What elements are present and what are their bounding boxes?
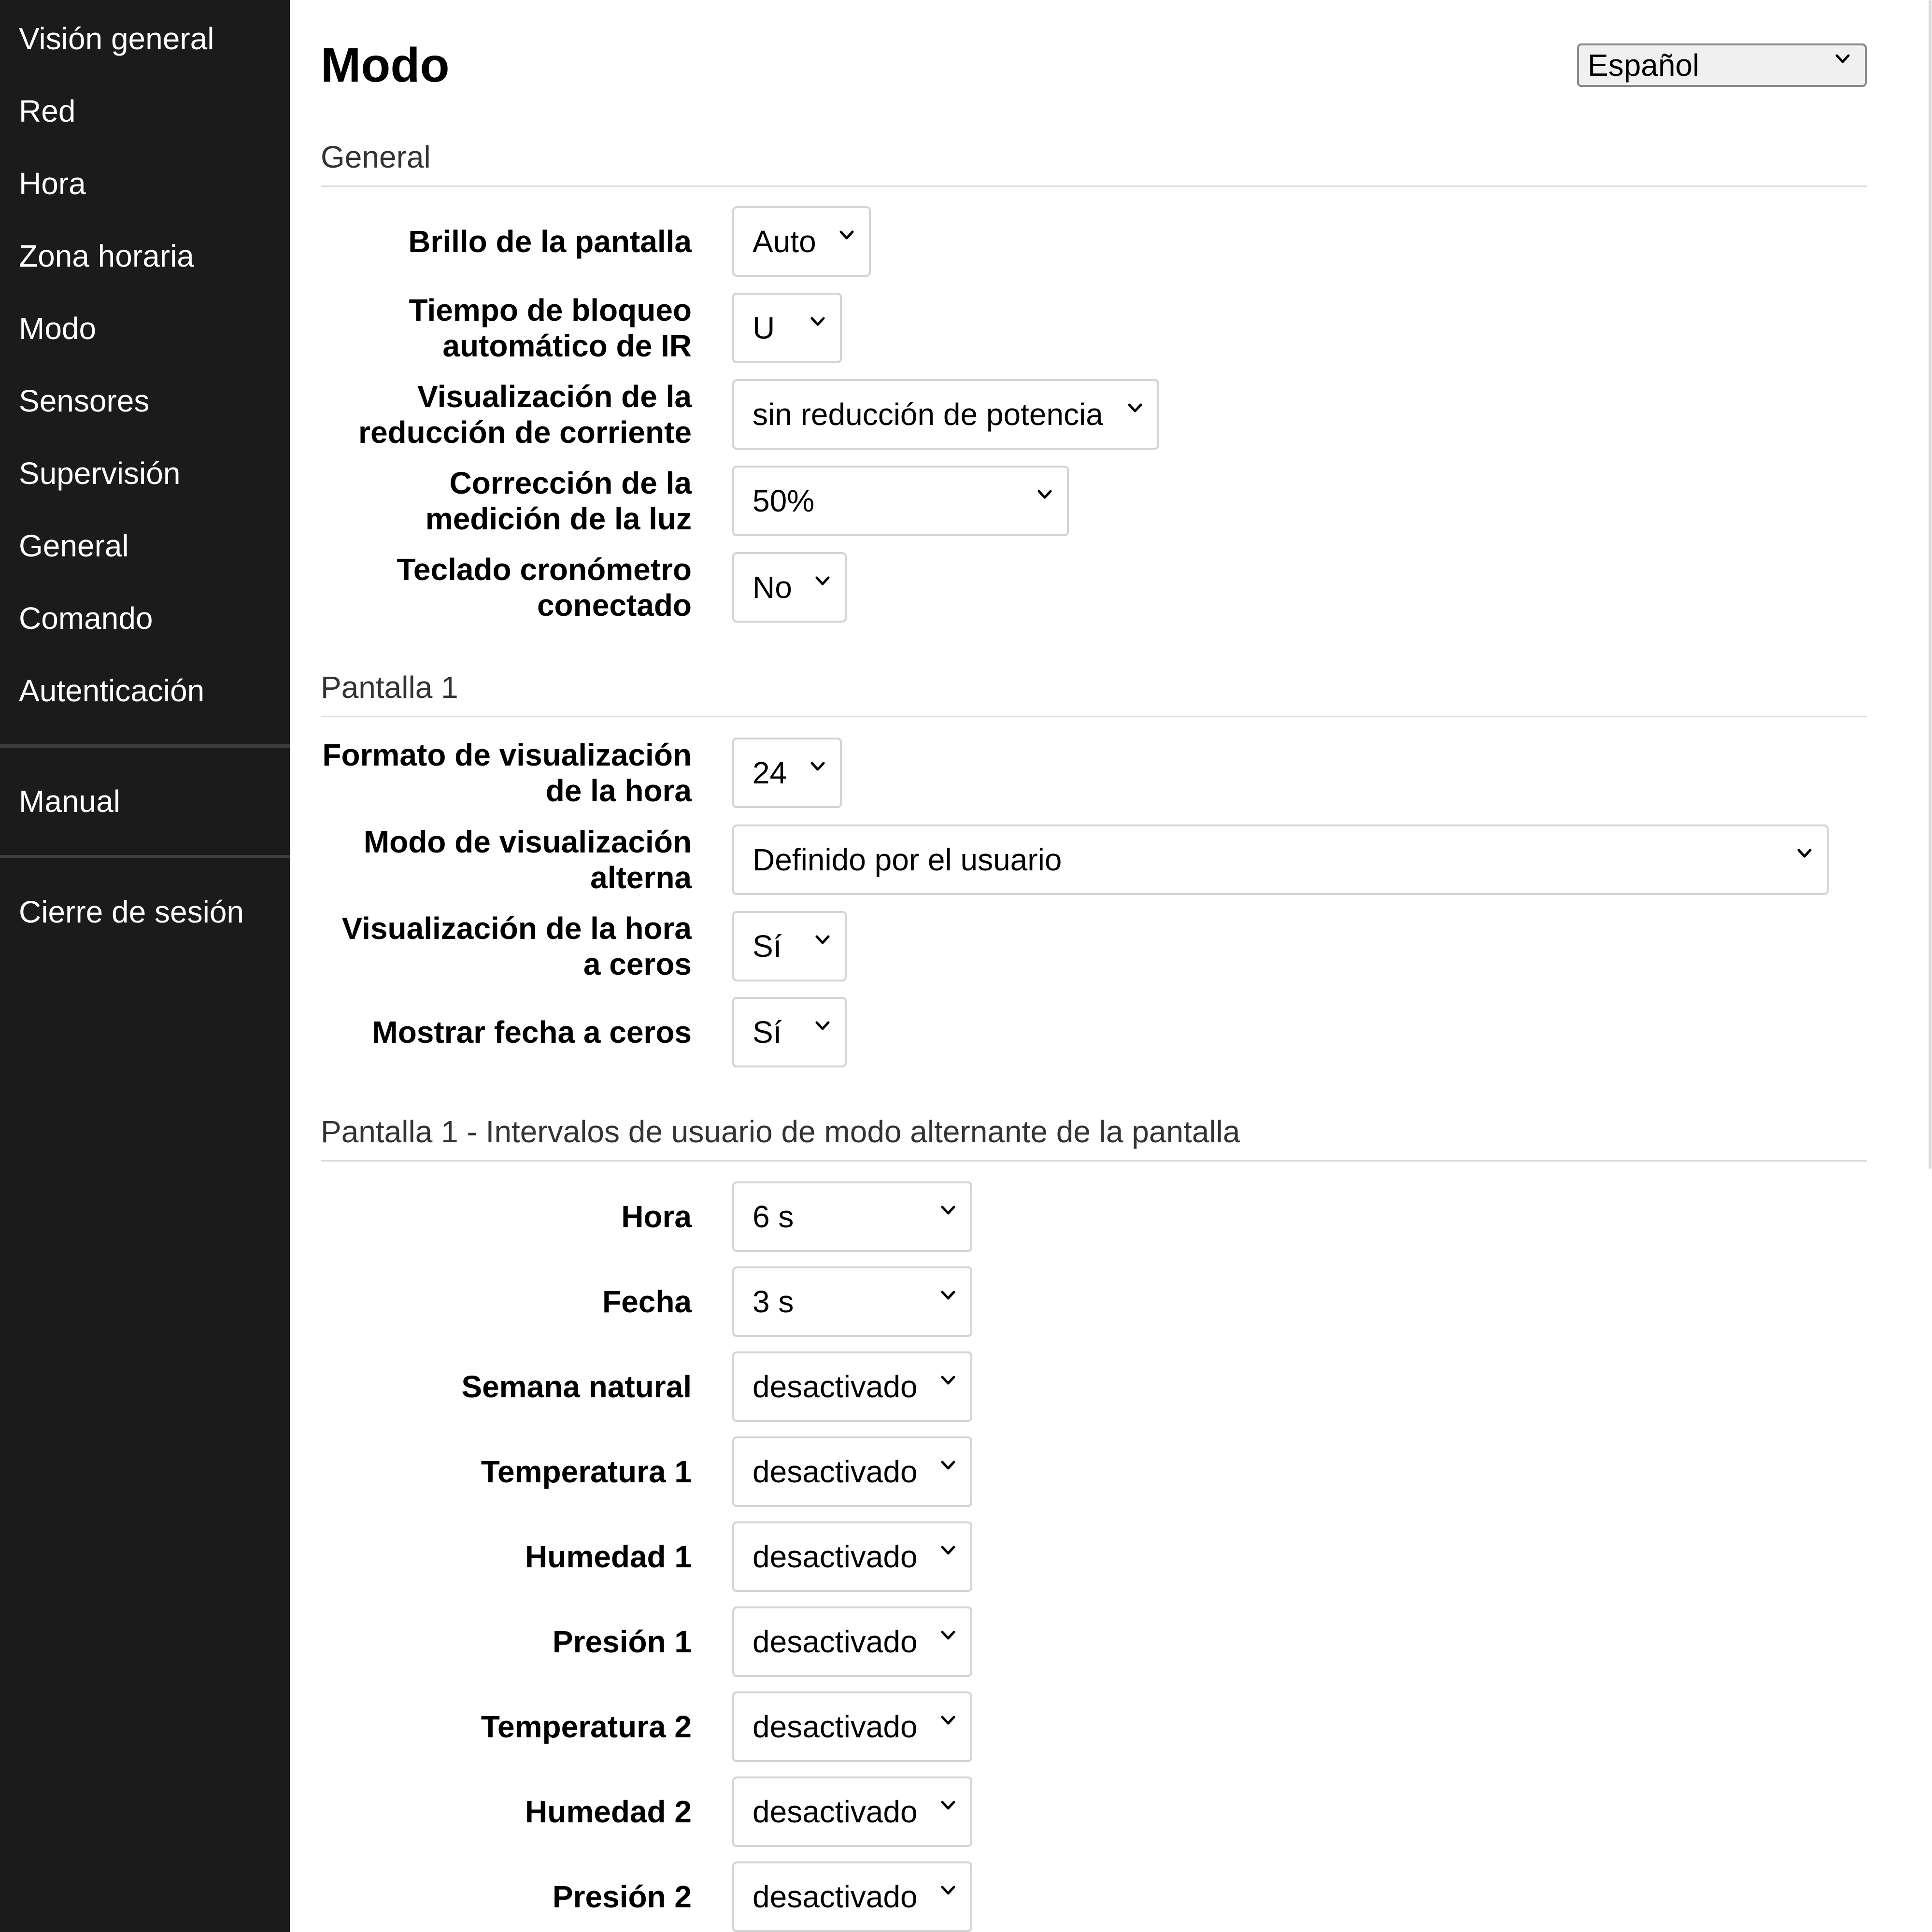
- select-temperatura-2[interactable]: [732, 1691, 972, 1762]
- select-modo-de-visualizacion-alterna[interactable]: [732, 824, 1829, 895]
- sidebar-item-manual[interactable]: Manual: [19, 784, 120, 819]
- sidebar-divider: [0, 855, 290, 858]
- select-value: Sí: [753, 1015, 782, 1050]
- field-label-humedad-1: [321, 1521, 692, 1592]
- field-label-text: Visualización de la hora a ceros: [341, 911, 692, 981]
- form-row-teclado-cronometro-conectado: [321, 552, 1867, 623]
- field-label-tiempo-de-bloqueo-automatico-de-ir: [321, 293, 692, 363]
- sidebar-item-red[interactable]: Red: [19, 94, 76, 128]
- select-humedad-1[interactable]: [732, 1521, 972, 1592]
- select-correccion-de-la-medicion-de-la-luz[interactable]: [732, 466, 1069, 536]
- chevron-down-icon: [1834, 50, 1851, 67]
- chevron-down-icon: [939, 1286, 957, 1304]
- field-label-visualizacion-de-la-reduccion-de-corriente: [321, 379, 692, 450]
- sidebar-item-sensores[interactable]: Sensores: [19, 384, 150, 418]
- select-value: 24: [753, 755, 787, 790]
- form-row-presion-1: [321, 1606, 1867, 1677]
- field-label-text: Mostrar fecha a ceros: [372, 1015, 692, 1050]
- field-label-temperatura-1: [321, 1436, 692, 1507]
- select-value: Definido por el usuario: [753, 842, 1062, 877]
- field-label-humedad-2: [321, 1776, 692, 1847]
- field-label-fecha: [321, 1266, 692, 1337]
- field-label-formato-de-visualizacion-de-la-hora: [321, 738, 692, 808]
- select-value: desactivado: [753, 1879, 918, 1914]
- chevron-down-icon: [814, 931, 831, 948]
- select-value: 3 s: [753, 1284, 794, 1319]
- form-row-visualizacion-de-la-hora-a-ceros: [321, 911, 1867, 981]
- select-value: U: [753, 311, 775, 345]
- scrollbar[interactable]: [1929, 0, 1932, 1169]
- sidebar-item-zona-horaria[interactable]: Zona horaria: [19, 239, 194, 273]
- select-value: 50%: [753, 483, 815, 518]
- chevron-down-icon: [939, 1711, 957, 1729]
- select-value: desactivado: [753, 1794, 918, 1829]
- chevron-down-icon: [809, 313, 826, 330]
- section-title: Pantalla 1: [321, 666, 1867, 717]
- sidebar-item-general[interactable]: General: [19, 528, 129, 563]
- field-label-modo-de-visualizacion-alterna: [321, 824, 692, 895]
- section-title: General: [321, 135, 1867, 187]
- form-row-correccion-de-la-medicion-de-la-luz: [321, 466, 1867, 536]
- field-label-brillo-de-la-pantalla: [321, 206, 692, 277]
- select-hora[interactable]: [732, 1181, 972, 1252]
- form-row-mostrar-fecha-a-ceros: [321, 997, 1867, 1067]
- field-label-text: Teclado cronómetro conectado: [397, 552, 692, 623]
- chevron-down-icon: [939, 1626, 957, 1644]
- chevron-down-icon: [939, 1201, 957, 1219]
- field-label-visualizacion-de-la-hora-a-ceros: [321, 911, 692, 981]
- select-value: desactivado: [753, 1369, 918, 1404]
- sidebar-item-supervision[interactable]: Supervisión: [19, 456, 181, 491]
- select-value: desactivado: [753, 1539, 918, 1574]
- field-label-presion-2: [321, 1861, 692, 1932]
- sidebar-item-modo[interactable]: Modo: [19, 311, 97, 346]
- sidebar-item-hora[interactable]: Hora: [19, 166, 86, 201]
- select-value: Sí: [753, 929, 782, 964]
- form-row-modo-de-visualizacion-alterna: [321, 824, 1867, 895]
- chevron-down-icon: [1036, 485, 1053, 503]
- select-brillo-de-la-pantalla[interactable]: [732, 206, 871, 277]
- sidebar-item-logout[interactable]: Cierre de sesión: [19, 895, 244, 929]
- sidebar-divider: [0, 744, 290, 748]
- select-mostrar-fecha-a-ceros[interactable]: [732, 997, 847, 1067]
- field-label-text: Brillo de la pantalla: [408, 224, 692, 259]
- select-value: Auto: [753, 224, 816, 259]
- page-title: Modo: [321, 38, 450, 92]
- form-row-humedad-2: [321, 1776, 1867, 1847]
- chevron-down-icon: [838, 226, 855, 243]
- form-row-fecha: [321, 1266, 1867, 1337]
- select-visualizacion-de-la-hora-a-ceros[interactable]: [732, 911, 847, 981]
- chevron-down-icon: [939, 1371, 957, 1389]
- form-row-humedad-1: [321, 1521, 1867, 1592]
- field-label-text: Visualización de la reducción de corriente: [358, 379, 692, 450]
- field-label-text: Modo de visualización alterna: [363, 824, 692, 895]
- field-label-text: Presión 1: [552, 1624, 692, 1659]
- field-label-semana-natural: [321, 1351, 692, 1422]
- field-label-text: Semana natural: [461, 1369, 692, 1404]
- field-label-text: Humedad 2: [525, 1794, 692, 1829]
- section-title: Pantalla 1 - Intervalos de usuario de modo alternante de la pantalla: [321, 1110, 1867, 1162]
- select-humedad-2[interactable]: [732, 1776, 972, 1847]
- select-value: No: [753, 570, 792, 605]
- field-label-mostrar-fecha-a-ceros: [321, 997, 692, 1067]
- select-teclado-cronometro-conectado[interactable]: [732, 552, 847, 623]
- chevron-down-icon: [1796, 844, 1813, 862]
- chevron-down-icon: [814, 572, 831, 589]
- field-label-text: Temperatura 2: [481, 1709, 692, 1744]
- field-label-text: Humedad 1: [525, 1539, 692, 1574]
- form-row-tiempo-de-bloqueo-automatico-de-ir: [321, 293, 1867, 363]
- field-label-temperatura-2: [321, 1691, 692, 1762]
- form-row-temperatura-1: [321, 1436, 1867, 1507]
- chevron-down-icon: [814, 1017, 831, 1034]
- select-formato-de-visualizacion-de-la-hora[interactable]: [732, 738, 842, 808]
- field-label-text: Tiempo de bloqueo automático de IR: [409, 293, 692, 363]
- field-label-text: Fecha: [602, 1284, 692, 1319]
- select-value: desactivado: [753, 1709, 918, 1744]
- form-row-semana-natural: [321, 1351, 1867, 1422]
- select-semana-natural[interactable]: [732, 1351, 972, 1422]
- form-row-hora: [321, 1181, 1867, 1252]
- sidebar-item-comando[interactable]: Comando: [19, 601, 153, 636]
- field-label-text: Corrección de la medición de la luz: [425, 466, 692, 536]
- select-visualizacion-de-la-reduccion-de-corriente[interactable]: [732, 379, 1159, 450]
- form-row-presion-2: [321, 1861, 1867, 1932]
- select-presion-2[interactable]: [732, 1861, 972, 1932]
- field-label-presion-1: [321, 1606, 692, 1677]
- field-label-text: Formato de visualización de la hora: [322, 738, 692, 808]
- sidebar-item-vision-general[interactable]: Visión general: [19, 21, 214, 56]
- sidebar-item-autenticacion[interactable]: Autenticación: [19, 673, 205, 708]
- sidebar: [0, 0, 290, 1932]
- chevron-down-icon: [939, 1796, 957, 1814]
- select-value: desactivado: [753, 1454, 918, 1489]
- chevron-down-icon: [939, 1541, 957, 1559]
- language-select-value: Español: [1588, 48, 1700, 83]
- language-select[interactable]: [1577, 43, 1867, 87]
- select-value: sin reducción de potencia: [753, 397, 1103, 432]
- chevron-down-icon: [1126, 399, 1144, 416]
- field-label-hora: [321, 1181, 692, 1252]
- form-row-formato-de-visualizacion-de-la-hora: [321, 738, 1867, 808]
- form-row-brillo-de-la-pantalla: [321, 206, 1867, 277]
- chevron-down-icon: [809, 757, 826, 775]
- field-label-text: Presión 2: [552, 1879, 692, 1914]
- form-row-visualizacion-de-la-reduccion-de-corriente: [321, 379, 1867, 450]
- select-value: desactivado: [753, 1624, 918, 1659]
- select-tiempo-de-bloqueo-automatico-de-ir[interactable]: [732, 293, 842, 363]
- field-label-text: Hora: [621, 1199, 692, 1234]
- form-row-temperatura-2: [321, 1691, 1867, 1762]
- select-value: 6 s: [753, 1199, 794, 1234]
- chevron-down-icon: [939, 1881, 957, 1899]
- select-fecha[interactable]: [732, 1266, 972, 1337]
- field-label-text: Temperatura 1: [481, 1454, 692, 1489]
- field-label-teclado-cronometro-conectado: [321, 552, 692, 623]
- select-temperatura-1[interactable]: [732, 1436, 972, 1507]
- select-presion-1[interactable]: [732, 1606, 972, 1677]
- field-label-correccion-de-la-medicion-de-la-luz: [321, 466, 692, 536]
- chevron-down-icon: [939, 1456, 957, 1474]
